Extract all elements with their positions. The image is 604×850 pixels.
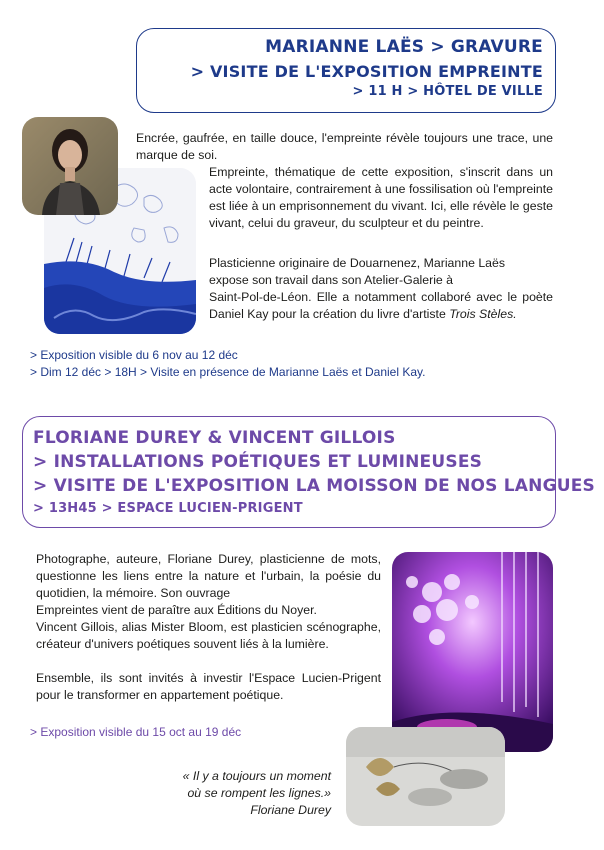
section2-body1-text: Photographe, auteure, Floriane Durey, plasticienne de mots, questionne les liens entre la nature et l'urbain, la poésie du quotidien, la mémoire. Son ouvrage (36, 552, 381, 600)
marianne-laes-portrait-photo (22, 117, 118, 215)
portrait-svg (22, 117, 118, 215)
section1-body3-text (209, 289, 553, 323)
section1-body1-text: Empreinte, thématique de cette exposition, s'inscrit dans un acte volontaire, contrairement à une fossilisation où l'empreinte est liée à un emprisonnement du vivant. Ici, elle révèle le geste vivant, celui du graveur, du sculpteur et du peintre. (209, 165, 553, 230)
section1-body3: Saint-Pol-de-Léon. Elle a notamment collaboré avec le poète Daniel Kay pour la création du livre d'artiste (209, 290, 553, 321)
section2-body3-text: Ensemble, ils sont invités à investir l'Espace Lucien-Prigent pour le transformer en appartement poétique. (36, 671, 381, 702)
section1-note1: > Exposition visible du 6 nov au 12 déc (30, 348, 238, 362)
leaves-artwork-photo (346, 727, 505, 826)
leaves-svg (346, 727, 505, 826)
section2-body2-text: Vincent Gillois, alias Mister Bloom, est plasticien scénographe, créateur d'univers poétiques souvent liés à la lumière. (36, 620, 381, 651)
quote-line1: « Il y a toujours un moment (182, 769, 331, 783)
quote-line2: où se rompent les lignes.» (187, 786, 331, 800)
section1-body2-line2: expose son travail dans son Atelier-Galerie à (209, 273, 454, 287)
section2-title-box (22, 416, 595, 528)
section1-title-line3: > 11 H > HÔTEL DE VILLE (352, 84, 543, 99)
light-installation-photo (392, 552, 553, 752)
section1-note2: > Dim 12 déc > 18H > Visite en présence de Marianne Laës et Daniel Kay. (30, 365, 426, 379)
section1-body2-line1: Plasticienne originaire de Douarnenez, Marianne Laës (209, 256, 505, 270)
section2-note1: > Exposition visible du 15 oct au 19 déc (30, 725, 242, 739)
installation-svg (392, 552, 553, 752)
section2-title-line3: > VISITE DE L'EXPOSITION LA MOISSON DE NOS LANGUES (33, 476, 595, 496)
section2-title-line1: FLORIANE DUREY & VINCENT GILLOIS (33, 428, 396, 448)
section1-title-line1: MARIANNE LAËS > GRAVURE (265, 37, 543, 57)
section2-body1-end: Empreintes vient de paraître aux Éditions du Noyer. (36, 603, 317, 617)
book-title: Trois Stèles. (449, 307, 517, 321)
section2-title-line4: > 13H45 > ESPACE LUCIEN-PRIGENT (33, 501, 303, 516)
section1-title-line2: > VISITE DE L'EXPOSITION EMPREINTE (190, 62, 543, 81)
section1-title-box (136, 28, 556, 113)
section2-title-line2: > INSTALLATIONS POÉTIQUES ET LUMINEUSES (33, 452, 483, 472)
quote-author: Floriane Durey (250, 803, 331, 817)
section1-intro-text: Encrée, gaufrée, en taille douce, l'empreinte révèle toujours une trace, une marque de soi. (136, 131, 553, 162)
